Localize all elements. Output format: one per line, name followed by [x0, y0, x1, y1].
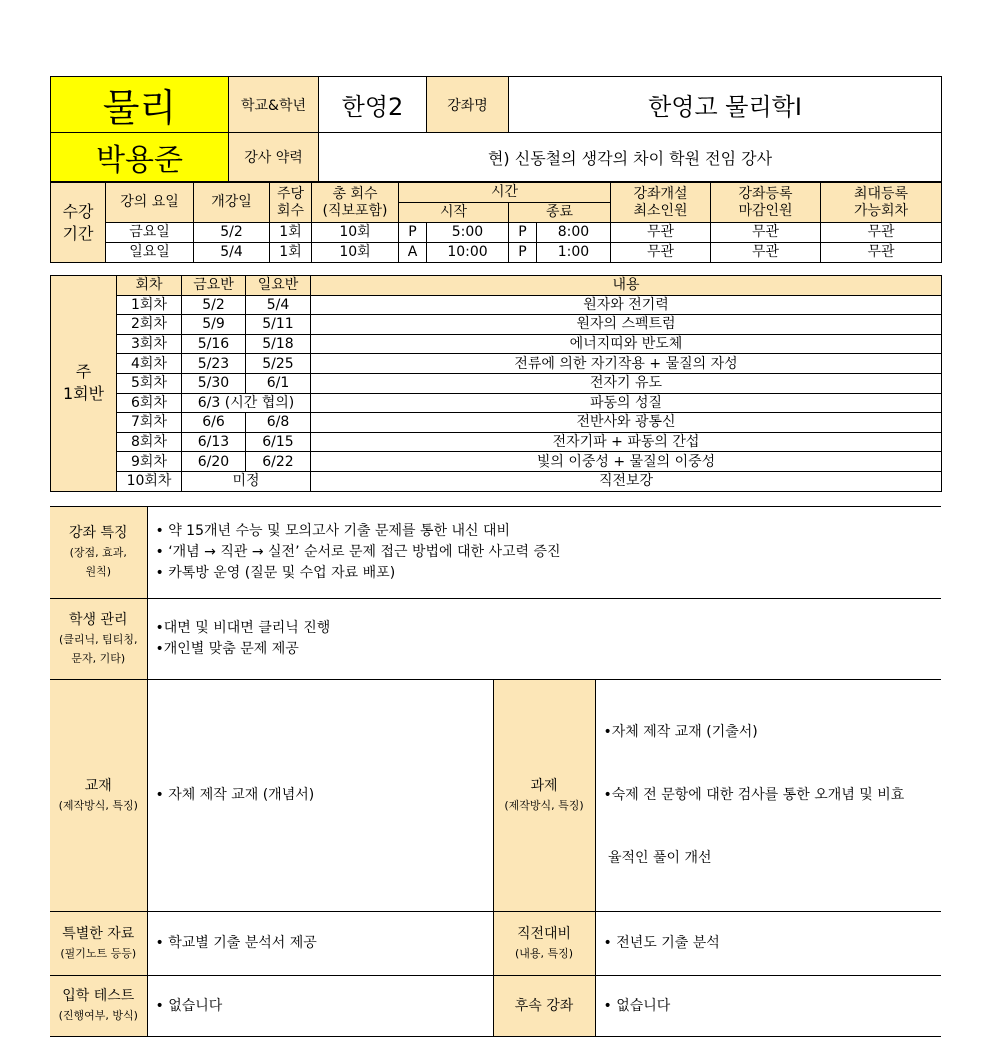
content-cell: 전자기 유도 — [311, 373, 942, 393]
sun-date-cell: 6/15 — [246, 432, 311, 452]
schedule-table — [50, 182, 942, 263]
max-cell: 무관 — [821, 223, 942, 243]
weekly-cell: 1회 — [270, 223, 312, 243]
plan-row — [51, 471, 942, 491]
sun-date-cell: 6/1 — [246, 373, 311, 393]
info-table — [50, 506, 941, 1037]
start-period-cell: P — [399, 223, 427, 243]
session-cell: 3회차 — [117, 334, 182, 354]
day-cell: 일요일 — [106, 243, 194, 263]
col-total-header: 총 회수 (직보포함) — [312, 183, 399, 223]
weekly-cell: 1회 — [270, 243, 312, 263]
sun-date-cell: 5/25 — [246, 354, 311, 374]
fri-date-cell: 6/20 — [182, 452, 246, 472]
manage-line: •대면 및 비대면 클리닉 진행 — [155, 620, 331, 636]
col-weekly-header: 주당 회수 — [270, 183, 312, 223]
plan-row — [51, 373, 942, 393]
day-cell: 금요일 — [106, 223, 194, 243]
course-name-label: 강좌명 — [427, 77, 509, 133]
sun-date-cell: 5/11 — [246, 315, 311, 335]
col-start-header: 시작 — [399, 203, 509, 223]
follow-value: • 없습니다 — [595, 976, 941, 1037]
feature-line: • 카톡방 운영 (질문 및 수업 자료 배포) — [155, 565, 396, 581]
fri-date-cell: 5/23 — [182, 354, 246, 374]
feature-line: • ‘개념 → 직관 → 실전’ 순서로 문제 접근 방법에 대한 사고력 증진 — [155, 544, 561, 560]
content-cell: 전자기파 + 파동의 간섭 — [311, 432, 942, 452]
content-cell: 전류에 의한 자기작용 + 물질의 자성 — [311, 354, 942, 374]
homework-line: •숙제 전 문항에 대한 검사를 통한 오개념 및 비효 — [603, 787, 905, 803]
start-time-cell: 10:00 — [427, 243, 509, 263]
merged-date-cell: 6/3 (시간 협의) — [182, 393, 311, 413]
sun-date-cell: 6/8 — [246, 413, 311, 433]
plan-row — [51, 334, 942, 354]
min-cell: 무관 — [611, 243, 711, 263]
session-cell: 1회차 — [117, 295, 182, 315]
session-cell: 5회차 — [117, 373, 182, 393]
fri-date-cell: 5/9 — [182, 315, 246, 335]
col-end-header: 종료 — [509, 203, 611, 223]
plan-row — [51, 452, 942, 472]
content-cell: 에너지띠와 반도체 — [311, 334, 942, 354]
final-value: • 전년도 기출 분석 — [595, 912, 941, 976]
feature-line: • 약 15개년 수능 및 모의고사 기출 문제를 통한 내신 대비 — [155, 523, 511, 539]
total-cell: 10회 — [312, 243, 399, 263]
col-close-header: 강좌등록 마감인원 — [711, 183, 821, 223]
session-cell: 6회차 — [117, 393, 182, 413]
session-cell: 7회차 — [117, 413, 182, 433]
feature-label-cell: 강좌 특징 (장점, 효과, 원칙) — [50, 507, 147, 599]
col-fri-header: 금요반 — [182, 276, 246, 296]
end-period-cell: P — [509, 223, 537, 243]
fri-date-cell: 5/2 — [182, 295, 246, 315]
end-time-cell: 8:00 — [537, 223, 611, 243]
close-cell: 무관 — [711, 223, 821, 243]
special-label-cell: 특별한 자료 (필기노트 등등) — [50, 912, 147, 976]
session-cell: 9회차 — [117, 452, 182, 472]
content-cell: 원자의 스펙트럼 — [311, 315, 942, 335]
homework-content — [595, 680, 941, 912]
session-cell: 4회차 — [117, 354, 182, 374]
manage-label-cell: 학생 관리 (클리닉, 팀티칭, 문자, 기타) — [50, 599, 147, 680]
col-session-header: 회차 — [117, 276, 182, 296]
col-day-header: 강의 요일 — [106, 183, 194, 223]
plan-row — [51, 413, 942, 433]
plan-row — [51, 432, 942, 452]
schedule-side-label: 수강 기간 — [51, 183, 106, 263]
manage-content — [147, 599, 941, 680]
col-content-header: 내용 — [311, 276, 942, 296]
content-cell: 파동의 성질 — [311, 393, 942, 413]
fri-date-cell: 5/30 — [182, 373, 246, 393]
col-sun-header: 일요반 — [246, 276, 311, 296]
open-cell: 5/4 — [194, 243, 270, 263]
content-cell: 원자와 전기력 — [311, 295, 942, 315]
subject-title: 물리 — [51, 77, 229, 133]
career-value: 현) 신동철의 생각의 차이 학원 전임 강사 — [319, 133, 942, 182]
fri-date-cell: 6/6 — [182, 413, 246, 433]
sun-date-cell: 5/18 — [246, 334, 311, 354]
textbook-label-cell: 교재 (제작방식, 특징) — [50, 680, 147, 912]
session-cell: 10회차 — [117, 471, 182, 491]
fri-date-cell: 5/16 — [182, 334, 246, 354]
plan-row — [51, 295, 942, 315]
school-grade-value: 한영2 — [319, 77, 427, 133]
end-time-cell: 1:00 — [537, 243, 611, 263]
school-grade-label: 학교&학년 — [229, 77, 319, 133]
schedule-row — [51, 223, 942, 243]
col-max-header: 최대등록 가능회차 — [821, 183, 942, 223]
header-table — [50, 76, 942, 182]
homework-line: •자체 제작 교재 (기출서) — [603, 724, 758, 740]
course-name-value: 한영고 물리학Ⅰ — [509, 77, 942, 133]
start-time-cell: 5:00 — [427, 223, 509, 243]
max-cell: 무관 — [821, 243, 942, 263]
homework-line: 율적인 풀이 개선 — [603, 850, 712, 866]
plan-row — [51, 315, 942, 335]
col-time-header: 시간 — [399, 183, 611, 203]
col-min-header: 강좌개설 최소인원 — [611, 183, 711, 223]
merged-date-cell: 미정 — [182, 471, 311, 491]
plan-table — [50, 275, 942, 492]
teacher-name: 박용준 — [51, 133, 229, 182]
session-cell: 2회차 — [117, 315, 182, 335]
total-cell: 10회 — [312, 223, 399, 243]
content-cell: 직전보강 — [311, 471, 942, 491]
sun-date-cell: 5/4 — [246, 295, 311, 315]
textbook-value: • 자체 제작 교재 (개념서) — [147, 680, 493, 912]
start-period-cell: A — [399, 243, 427, 263]
plan-side-label: 주 1회반 — [51, 276, 117, 492]
entrance-value: • 없습니다 — [147, 976, 493, 1037]
sun-date-cell: 6/22 — [246, 452, 311, 472]
fri-date-cell: 6/13 — [182, 432, 246, 452]
content-cell: 전반사와 광통신 — [311, 413, 942, 433]
schedule-row — [51, 243, 942, 263]
open-cell: 5/2 — [194, 223, 270, 243]
plan-row — [51, 354, 942, 374]
session-cell: 8회차 — [117, 432, 182, 452]
entrance-label-cell: 입학 테스트 (진행여부, 방식) — [50, 976, 147, 1037]
col-open-header: 개강일 — [194, 183, 270, 223]
close-cell: 무관 — [711, 243, 821, 263]
min-cell: 무관 — [611, 223, 711, 243]
end-period-cell: P — [509, 243, 537, 263]
plan-row — [51, 393, 942, 413]
special-value: • 학교별 기출 분석서 제공 — [147, 912, 493, 976]
follow-label-cell: 후속 강좌 — [493, 976, 595, 1037]
content-cell: 빛의 이중성 + 물질의 이중성 — [311, 452, 942, 472]
career-label: 강사 약력 — [229, 133, 319, 182]
feature-content — [147, 507, 941, 599]
manage-line: •개인별 맞춤 문제 제공 — [155, 641, 299, 657]
final-label-cell: 직전대비 (내용, 특징) — [493, 912, 595, 976]
homework-label-cell: 과제 (제작방식, 특징) — [493, 680, 595, 912]
